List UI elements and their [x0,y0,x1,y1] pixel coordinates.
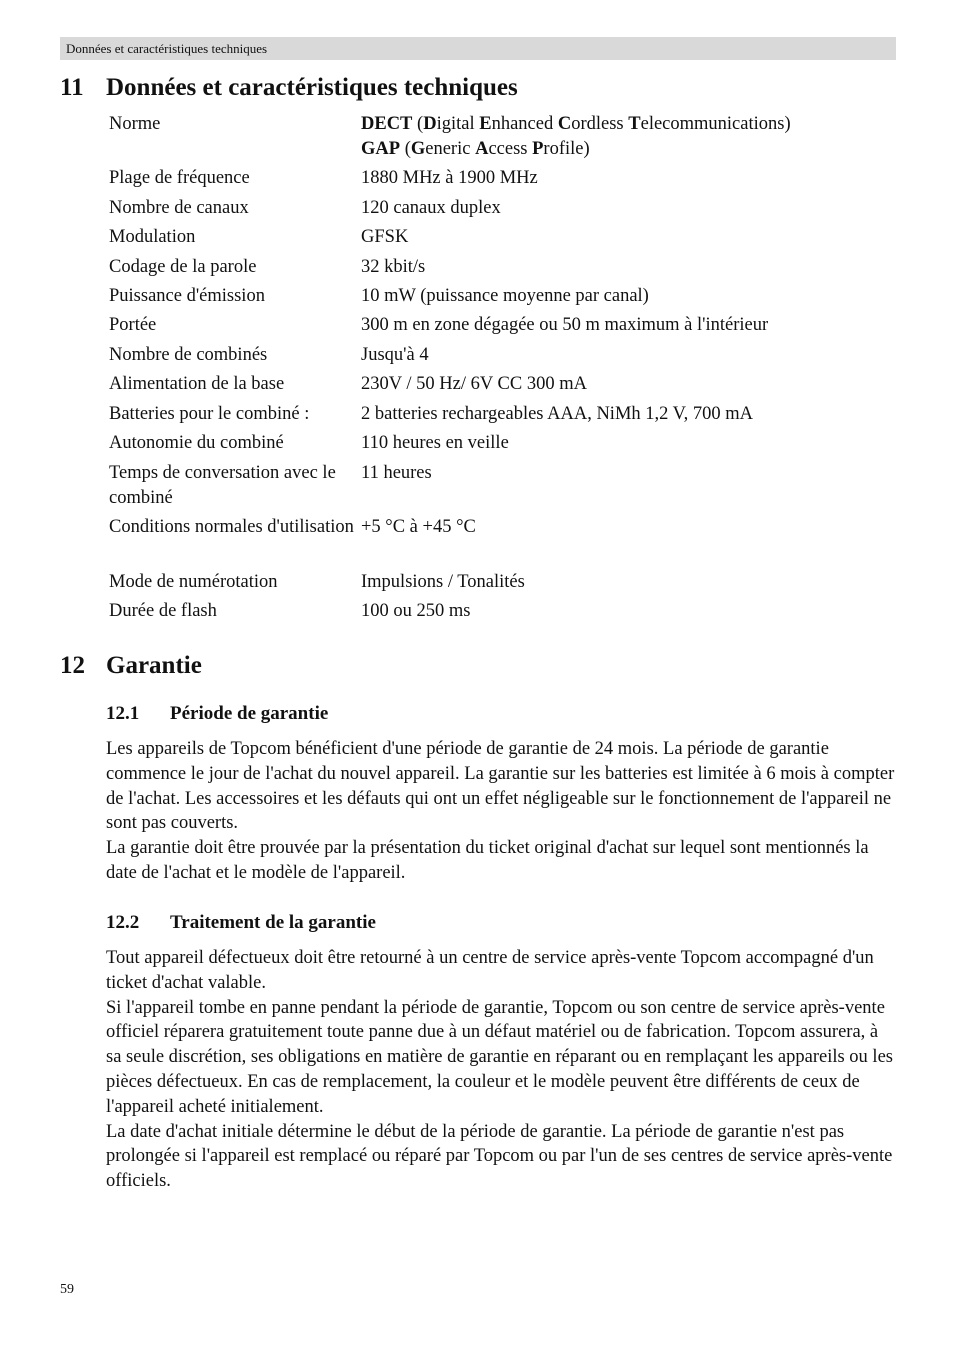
norme-bold-run: D [423,114,437,134]
spec-row [109,431,899,461]
spec-value: 2 batteries rechargeables AAA, NiMh 1,2 V, 700 mA [361,404,754,424]
spec-value: 32 kbit/s [361,257,426,277]
spec-value: 300 m en zone dégagée ou 50 m maximum à l'intérieur [361,315,769,335]
spec-row [109,461,899,515]
norme-bold-run: GAP [361,139,401,159]
subsection-title: Période de garantie [170,703,329,724]
spec-row [109,313,899,343]
spec-label: Nombre de combinés [109,345,268,365]
spec-label: Batteries pour le combiné : [109,404,310,424]
spec-row [109,284,899,313]
spec-value: 120 canaux duplex [361,198,501,218]
spec-label: Durée de flash [109,601,217,621]
subsection-title: Traitement de la garantie [170,912,376,933]
norme-text-run: ( [412,114,424,134]
spec-value: 230V / 50 Hz/ 6V CC 300 mA [361,374,587,394]
spec-row [109,515,899,570]
spec-value: 100 ou 250 ms [361,601,471,621]
section-12-heading [60,651,202,681]
norme-text-run: eneric [425,139,476,159]
spec-value: Jusqu'à 4 [361,345,429,365]
norme-bold-run: E [479,114,492,134]
norme-bold-run: C [557,114,572,134]
section-number: 11 [60,74,84,101]
spec-label: Autonomie du combiné [109,433,284,453]
spec-row [109,255,899,284]
spec-label: Mode de numérotation [109,572,278,592]
spec-row [109,570,899,599]
norme-text-run: elecommunications) [640,114,791,134]
norme-bold-run: DECT [361,114,413,134]
spec-label: Conditions normales d'utilisation [109,517,354,537]
norme-text-run: ( [400,139,411,159]
spec-label: Modulation [109,227,196,247]
section-11-heading [60,73,518,103]
norme-text-run: igital [436,114,480,134]
spec-row [109,599,899,629]
subsection-number: 12.2 [106,912,140,933]
paragraph: La date d'achat initiale détermine le début de la période de garantie. La période de garantie n'est pas prolongée si l'appareil est remplacé ou réparé par Topcom ou par l'un de ses centres de service après-vente officiels. [106,1121,893,1192]
paragraph-block [106,946,896,1194]
spec-label: Norme [109,114,161,134]
subsection-12-2-heading [106,911,376,935]
specs-table [109,112,899,629]
norme-bold-run: T [628,114,641,134]
paragraph-block [106,737,896,886]
norme-text-run: ordless [571,114,629,134]
spec-label: Plage de fréquence [109,168,250,188]
section-title: Données et caractéristiques techniques [106,74,518,101]
spec-value-norme [361,112,899,166]
norme-text-run: rofile) [543,139,590,159]
subsection-12-1-heading [106,702,328,726]
spec-row [109,225,899,255]
spec-label: Temps de conversation avec le combiné [109,463,336,508]
spec-label: Alimentation de la base [109,374,285,394]
subsection-number: 12.1 [106,703,140,724]
paragraph: Les appareils de Topcom bénéficient d'une période de garantie de 24 mois. La période de garantie commence le jour de l'achat du nouvel appareil. La garantie sur les batteries est limitée à 6 mois à compter de l'achat. Les accessoires et les défauts qui ont un effet négligeable sur le fonctionnement de l'appareil ne sont pas couverts. [106,739,895,834]
norme-text-run: ccess [488,139,533,159]
section-number: 12 [60,652,85,679]
spec-value: 11 heures [361,463,432,483]
spec-value: 10 mW (puissance moyenne par canal) [361,286,649,306]
section-title: Garantie [106,652,202,679]
spec-row [109,196,899,225]
spec-value: 1880 MHz à 1900 MHz [361,168,538,188]
spec-value: 110 heures en veille [361,433,509,453]
paragraph: Tout appareil défectueux doit être retourné à un centre de service après-vente Topcom accompagné d'un ticket d'achat valable. [106,948,874,993]
norme-bold-run: G [410,139,426,159]
spec-label: Portée [109,315,157,335]
spec-row [109,402,899,431]
paragraph: Si l'appareil tombe en panne pendant la période de garantie, Topcom ou son centre de service après-vente officiel réparera gratuitement toute panne due à un défaut matériel ou de fabrication. Topcom assurera, à sa seule discrétion, ses obligations en matière de garantie en réparant ou en remplaçant les appareils ou les pièces défectueux. En cas de remplacement, la couleur et le modèle peuvent être différents de ceux de l'appareil acheté initialement. [106,997,893,1117]
paragraph: La garantie doit être prouvée par la présentation du ticket original d'achat sur lequel sont mentionnés la date de l'achat et le modèle de l'appareil. [106,838,869,883]
spec-row [109,166,899,196]
spec-row [109,372,899,402]
spec-value: +5 °C à +45 °C [361,517,476,537]
spec-label: Nombre de canaux [109,198,249,218]
spec-row [109,343,899,372]
norme-line-dect [361,112,899,137]
norme-bold-run: A [475,139,489,159]
spec-label: Codage de la parole [109,257,257,277]
spec-row [109,112,899,166]
norme-bold-run: P [532,139,544,159]
norme-line-gap [361,137,899,162]
spec-label: Puissance d'émission [109,286,265,306]
spec-value: Impulsions / Tonalités [361,572,525,592]
running-header: Données et caractéristiques techniques [60,37,896,60]
norme-text-run: nhanced [491,114,558,134]
spec-value: GFSK [361,227,409,247]
page-number: 59 [60,1282,74,1297]
